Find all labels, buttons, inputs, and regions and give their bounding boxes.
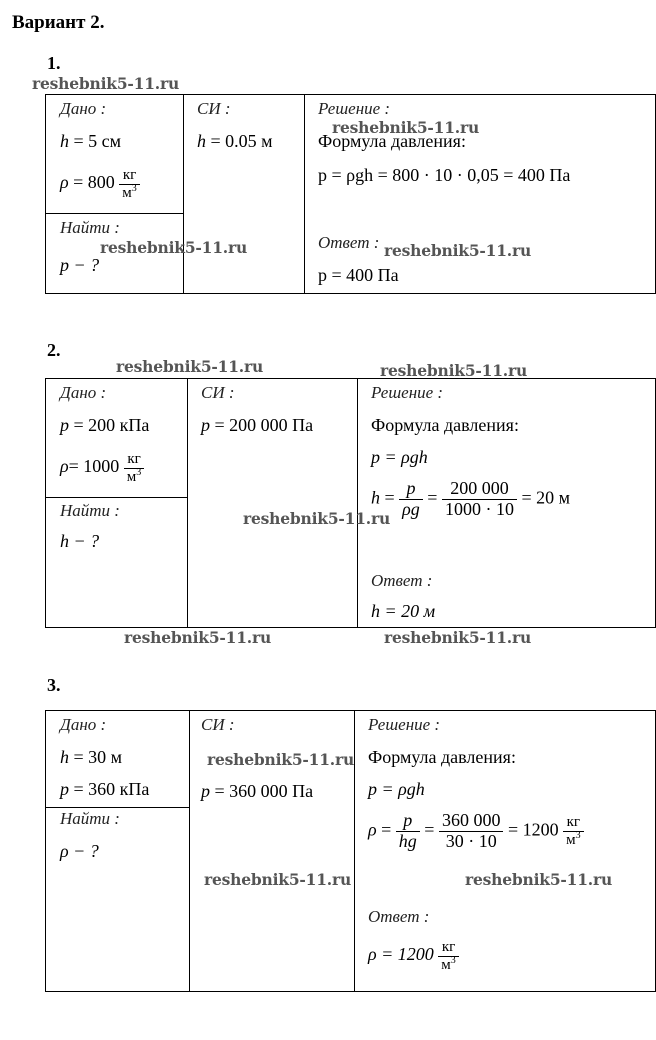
- si-h: h = 0.05 м: [197, 131, 273, 151]
- si-p: p = 200 000 Па: [201, 415, 314, 435]
- formula-label: Формула давления:: [318, 131, 466, 151]
- formula-line: p = ρgh: [368, 779, 425, 799]
- find-label: Найти :: [60, 809, 120, 828]
- answer-value: h = 20 м: [371, 601, 436, 621]
- answer-label: Ответ :: [371, 571, 433, 590]
- watermark: reshebnik5-11.ru: [332, 118, 480, 137]
- given-rho: ρ = 800 $\frac{кг}{м^3}$: [60, 167, 140, 201]
- page-title: Вариант 2.: [12, 12, 105, 33]
- watermark: reshebnik5-11.ru: [380, 361, 528, 380]
- problem-2-table: [45, 378, 656, 628]
- given-label: Дано :: [60, 715, 107, 734]
- calculation: p = ρgh = 800 · 10 · 0,05 = 400 Па: [318, 165, 571, 185]
- answer-value: ρ = 1200 $\frac{кг}{м^3}$: [368, 939, 459, 973]
- find-value: ρ − ?: [60, 841, 99, 861]
- solution-label: Решение :: [368, 715, 441, 734]
- watermark: reshebnik5-11.ru: [100, 238, 248, 257]
- watermark: reshebnik5-11.ru: [116, 357, 264, 376]
- si-label: СИ :: [201, 383, 235, 402]
- watermark: reshebnik5-11.ru: [384, 628, 532, 647]
- solution-label: Решение :: [371, 383, 444, 402]
- find-label: Найти :: [60, 218, 120, 237]
- given-h: h = 30 м: [60, 747, 123, 767]
- watermark: reshebnik5-11.ru: [204, 870, 352, 889]
- unit-kg-m3: $\frac{кг}{м^3}$: [119, 167, 140, 201]
- watermark: reshebnik5-11.ru: [243, 509, 391, 528]
- unit-kg-m3: $\frac{кг}{м^3}$: [124, 451, 145, 485]
- answer-label: Ответ :: [318, 233, 380, 252]
- problem-1-number: 1.: [47, 53, 61, 73]
- find-label: Найти :: [60, 501, 120, 520]
- solution-label: Решение :: [318, 99, 391, 118]
- given-h: h = 5 см: [60, 131, 122, 151]
- given-p: p = 200 кПа: [60, 415, 150, 435]
- calculation: h = $\frac{p}{\rho g}$ = $\frac{200 000}{1000 \cdot 10}$ = 20 м: [371, 478, 570, 519]
- formula-label: Формула давления:: [368, 747, 516, 767]
- problem-3-number: 3.: [47, 675, 61, 695]
- watermark: reshebnik5-11.ru: [384, 241, 532, 260]
- given-p: p = 360 кПа: [60, 779, 150, 799]
- given-label: Дано :: [60, 383, 107, 402]
- find-value: p − ?: [60, 255, 100, 275]
- calculation: ρ = $\frac{p}{hg}$ = $\frac{360 000}{30 \cdot 10}$ = 1200 $\frac{кг}{м^3}$: [368, 811, 584, 852]
- problem-2-number: 2.: [47, 340, 61, 360]
- answer-label: Ответ :: [368, 907, 430, 926]
- answer-value: p = 400 Па: [318, 265, 399, 285]
- si-p: p = 360 000 Па: [201, 781, 314, 801]
- watermark: reshebnik5-11.ru: [32, 74, 180, 93]
- si-label: СИ :: [197, 99, 231, 118]
- formula-line: p = ρgh: [371, 447, 428, 467]
- si-label: СИ :: [201, 715, 235, 734]
- find-value: h − ?: [60, 531, 100, 551]
- given-rho: ρ= 1000 $\frac{кг}{м^3}$: [60, 451, 144, 485]
- watermark: reshebnik5-11.ru: [465, 870, 613, 889]
- watermark: reshebnik5-11.ru: [124, 628, 272, 647]
- given-label: Дано :: [60, 99, 107, 118]
- watermark: reshebnik5-11.ru: [207, 750, 355, 769]
- formula-label: Формула давления:: [371, 415, 519, 435]
